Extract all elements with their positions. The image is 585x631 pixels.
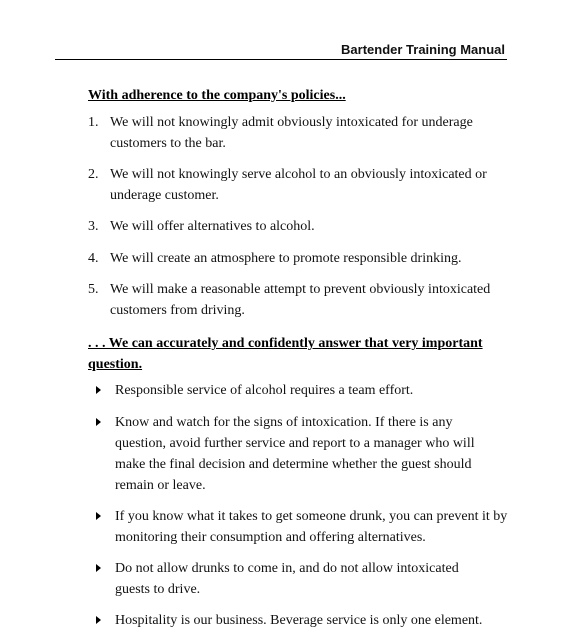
list-item	[88, 248, 518, 269]
bullet-item	[96, 506, 516, 548]
bullet-item	[96, 610, 516, 631]
header-divider	[55, 59, 507, 60]
list-item	[88, 216, 518, 237]
list-item-number: 1.	[88, 115, 99, 130]
bullet-item-text: If you know what it takes to get someone drunk, you can prevent it by monitoring their consumption and offering alternatives.	[115, 509, 508, 545]
list-item-number: 5.	[88, 282, 99, 297]
list-item	[88, 164, 518, 206]
triangle-bullet-icon	[96, 386, 101, 394]
list-item-number: 4.	[88, 251, 99, 266]
bullet-item-text: Responsible service of alcohol requires a team effort.	[115, 383, 414, 398]
bullet-item-text: Hospitality is our business. Beverage service is only one element.	[115, 613, 483, 628]
document-header-title: Bartender Training Manual	[341, 42, 505, 57]
bullet-item-text: Know and watch for the signs of intoxication. If there is any question, avoid further service and report to a manager who will make the final decision and determine whether the guest should remain or leave.	[115, 415, 475, 493]
section-heading-policies: With adherence to the company's policies...	[88, 88, 346, 103]
bullet-item-text: Do not allow drunks to come in, and do not allow intoxicated guests to drive.	[115, 561, 459, 597]
list-item-text: We will not knowingly admit obviously intoxicated for underage customers to the bar.	[110, 115, 473, 151]
list-item-text: We will make a reasonable attempt to prevent obviously intoxicated customers from driving.	[110, 282, 491, 318]
list-item-number: 2.	[88, 167, 99, 182]
list-item	[88, 112, 518, 154]
triangle-bullet-icon	[96, 418, 101, 426]
list-item-text: We will not knowingly serve alcohol to an obviously intoxicated or underage customer.	[110, 167, 487, 203]
list-item-number: 3.	[88, 219, 99, 234]
bullet-item	[96, 558, 516, 600]
bullet-item	[96, 380, 516, 401]
list-item-text: We will create an atmosphere to promote responsible drinking.	[110, 251, 462, 266]
triangle-bullet-icon	[96, 616, 101, 624]
triangle-bullet-icon	[96, 564, 101, 572]
triangle-bullet-icon	[96, 512, 101, 520]
bullet-item	[96, 412, 516, 496]
list-item	[88, 279, 518, 321]
section-heading-question: . . . We can accurately and confidently answer that very important question.	[88, 336, 483, 372]
list-item-text: We will offer alternatives to alcohol.	[110, 219, 315, 234]
